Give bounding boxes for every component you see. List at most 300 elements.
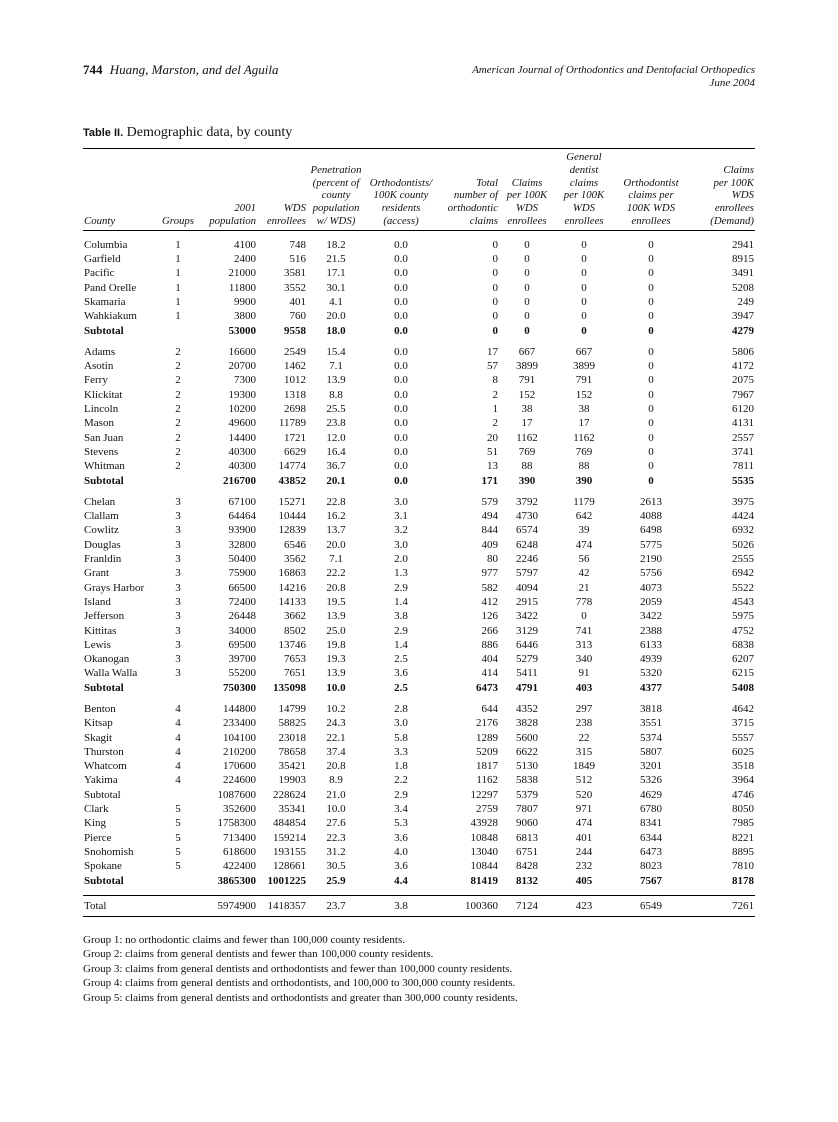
cell-group xyxy=(157,895,199,916)
column-header-line: General xyxy=(566,151,602,163)
cell-orthodontists-access: 3.1 xyxy=(394,510,408,523)
cell-penetration: 30.1 xyxy=(326,281,346,294)
cell-orthodontists-access: 1.8 xyxy=(394,760,408,773)
cell-orthodontists-access: 3.0 xyxy=(394,495,408,508)
cell-wds-enrollees: 1462 xyxy=(284,360,306,373)
cell-total-claims: 57 xyxy=(487,360,498,373)
cell-total-claims: 977 xyxy=(481,567,498,580)
cell-demand: 5557 xyxy=(732,731,754,744)
cell-demand: 4543 xyxy=(732,595,754,608)
cell-total-claims: 886 xyxy=(481,638,498,651)
cell-county: Douglas xyxy=(84,538,121,551)
cell-group: 3 xyxy=(175,581,181,594)
cell-demand: 6120 xyxy=(732,403,754,416)
cell-penetration: 24.3 xyxy=(326,717,346,730)
cell-population: 233400 xyxy=(223,717,256,730)
cell-total-claims: 10848 xyxy=(470,831,498,844)
cell-orthodontists-access: 3.2 xyxy=(394,524,408,537)
cell-orthodontists-access: 3.6 xyxy=(394,831,408,844)
cell-gd-claims-per-100k: 297 xyxy=(575,702,593,715)
cell-wds-enrollees: 484854 xyxy=(273,817,306,830)
cell-penetration: 19.8 xyxy=(326,638,346,651)
cell-claims-per-100k: 0 xyxy=(524,267,530,280)
cell-ortho-claims-per-100k: 3818 xyxy=(640,702,662,715)
cell-county: San Juan xyxy=(84,431,124,444)
cell-wds-enrollees: 43852 xyxy=(278,474,306,487)
table-row xyxy=(83,716,755,730)
cell-group: 2 xyxy=(175,460,181,473)
cell-ortho-claims-per-100k: 4629 xyxy=(640,788,662,801)
cell-claims-per-100k: 38 xyxy=(521,403,533,416)
cell-claims-per-100k: 3899 xyxy=(516,360,538,373)
cell-claims-per-100k: 0 xyxy=(524,253,530,266)
cell-claims-per-100k: 3828 xyxy=(516,717,538,730)
cell-penetration: 20.8 xyxy=(326,760,346,773)
cell-orthodontists-access: 0.0 xyxy=(394,474,408,487)
cell-penetration: 21.0 xyxy=(326,788,346,801)
cell-group: 2 xyxy=(175,403,181,416)
cell-ortho-claims-per-100k: 8023 xyxy=(640,860,662,873)
cell-orthodontists-access: 3.8 xyxy=(394,610,408,623)
cell-population: 713400 xyxy=(223,831,256,844)
cell-ortho-claims-per-100k: 8341 xyxy=(640,817,662,830)
cell-orthodontists-access: 0.0 xyxy=(394,345,408,358)
cell-claims-per-100k: 6574 xyxy=(516,524,538,537)
cell-wds-enrollees: 58825 xyxy=(278,717,306,730)
cell-total-claims: 13 xyxy=(487,460,498,473)
cell-penetration: 10.0 xyxy=(326,681,346,694)
cell-gd-claims-per-100k: 474 xyxy=(575,817,593,830)
cell-demand: 2557 xyxy=(732,431,754,444)
cell-total-claims: 51 xyxy=(487,445,498,458)
cell-total-claims: 171 xyxy=(481,474,498,487)
cell-ortho-claims-per-100k: 3551 xyxy=(640,717,662,730)
cell-wds-enrollees: 2698 xyxy=(284,403,306,416)
cell-gd-claims-per-100k: 38 xyxy=(578,403,590,416)
cell-demand: 5208 xyxy=(732,281,754,294)
cell-population: 50400 xyxy=(228,553,256,566)
cell-group: 3 xyxy=(175,538,181,551)
table-row xyxy=(83,538,755,552)
cell-ortho-claims-per-100k: 5320 xyxy=(640,667,662,680)
cell-total-claims: 0 xyxy=(492,295,498,308)
column-header-line: 2001 xyxy=(234,202,256,215)
cell-population: 1087600 xyxy=(217,788,256,801)
cell-gd-claims-per-100k: 91 xyxy=(578,667,590,680)
cell-claims-per-100k: 7807 xyxy=(516,803,538,816)
cell-group: 5 xyxy=(175,817,181,830)
cell-population: 19300 xyxy=(228,388,256,401)
cell-county: Subtotal xyxy=(84,788,121,801)
cell-population: 224600 xyxy=(223,774,256,787)
cell-total-claims: 582 xyxy=(481,581,498,594)
cell-ortho-claims-per-100k: 3422 xyxy=(640,610,662,623)
cell-ortho-claims-per-100k: 6549 xyxy=(613,895,689,916)
cell-demand: 6932 xyxy=(732,524,754,537)
cell-claims-per-100k: 5600 xyxy=(516,731,538,744)
cell-wds-enrollees: 760 xyxy=(289,310,306,323)
cell-demand: 3947 xyxy=(732,310,754,323)
cell-orthodontists-access: 0.0 xyxy=(394,295,408,308)
cell-gd-claims-per-100k: 313 xyxy=(575,638,593,651)
cell-demand: 2555 xyxy=(732,553,754,566)
column-header-line: Claims xyxy=(511,176,543,189)
cell-demand: 3975 xyxy=(732,495,754,508)
cell-wds-enrollees: 7653 xyxy=(284,653,306,666)
cell-demand: 8178 xyxy=(732,874,754,887)
cell-orthodontists-access: 0.0 xyxy=(394,324,408,337)
cell-county: Grant xyxy=(84,567,110,580)
column-header-line: per 100K xyxy=(506,189,548,202)
column-header-line: orthodontic xyxy=(447,202,498,215)
cell-wds-enrollees: 14799 xyxy=(278,702,306,715)
cell-claims-per-100k: 8132 xyxy=(516,874,538,887)
cell-group: 5 xyxy=(175,803,181,816)
cell-group: 5 xyxy=(175,860,181,873)
cell-total-claims: 20 xyxy=(487,431,498,444)
group-spacer xyxy=(83,695,755,702)
spacer-cell xyxy=(83,338,755,345)
table-row xyxy=(83,509,755,523)
column-header-orthodontists-access xyxy=(365,151,437,230)
cell-population: 9900 xyxy=(234,295,256,308)
group-spacer xyxy=(83,338,755,345)
cell-ortho-claims-per-100k: 0 xyxy=(648,360,654,373)
column-header-line: WDS xyxy=(572,202,596,215)
cell-gd-claims-per-100k: 17 xyxy=(578,417,590,430)
cell-group: 1 xyxy=(175,267,181,280)
table-row xyxy=(83,745,755,759)
cell-orthodontists-access: 0.0 xyxy=(394,281,408,294)
cell-ortho-claims-per-100k: 0 xyxy=(648,388,654,401)
cell-wds-enrollees: 35421 xyxy=(278,760,306,773)
cell-ortho-claims-per-100k: 0 xyxy=(648,445,654,458)
cell-ortho-claims-per-100k: 0 xyxy=(648,281,654,294)
cell-penetration: 22.1 xyxy=(326,731,346,744)
cell-claims-per-100k: 4791 xyxy=(516,681,538,694)
cell-wds-enrollees: 16863 xyxy=(278,567,306,580)
cell-gd-claims-per-100k: 0 xyxy=(581,610,587,623)
cell-claims-per-100k: 769 xyxy=(518,445,536,458)
cell-county: Subtotal xyxy=(84,324,124,337)
cell-ortho-claims-per-100k: 0 xyxy=(648,460,654,473)
cell-penetration: 23.7 xyxy=(307,895,365,916)
cell-total-claims: 644 xyxy=(481,702,498,715)
cell-county: Subtotal xyxy=(84,874,124,887)
cell-demand: 8895 xyxy=(732,845,754,858)
table-row xyxy=(83,552,755,566)
cell-penetration: 25.0 xyxy=(326,624,346,637)
table-row xyxy=(83,373,755,387)
page-number: 744 xyxy=(83,62,103,77)
cell-total-claims: 2176 xyxy=(476,717,498,730)
cell-wds-enrollees: 10444 xyxy=(278,510,306,523)
cell-demand: 6838 xyxy=(732,638,754,651)
cell-wds-enrollees: 135098 xyxy=(273,681,306,694)
table-row xyxy=(83,309,755,323)
subtotal-row xyxy=(83,681,755,695)
cell-total-claims: 17 xyxy=(487,345,498,358)
cell-orthodontists-access: 0.0 xyxy=(394,388,408,401)
column-header-gd-claims-per-100k xyxy=(555,151,613,230)
cell-ortho-claims-per-100k: 0 xyxy=(648,253,654,266)
cell-ortho-claims-per-100k: 5374 xyxy=(640,731,662,744)
cell-penetration: 19.5 xyxy=(326,595,346,608)
cell-demand: 3715 xyxy=(732,717,754,730)
cell-total-claims: 266 xyxy=(481,624,498,637)
cell-gd-claims-per-100k: 39 xyxy=(578,524,590,537)
cell-group: 2 xyxy=(175,431,181,444)
demographic-table xyxy=(83,151,755,917)
cell-group: 1 xyxy=(175,310,181,323)
cell-total-claims: 0 xyxy=(492,310,498,323)
cell-penetration: 20.0 xyxy=(326,310,346,323)
column-header-line: (access) xyxy=(383,214,419,227)
header-row xyxy=(83,151,755,230)
cell-gd-claims-per-100k: 0 xyxy=(581,310,587,323)
table-body xyxy=(83,230,755,916)
cell-group xyxy=(157,474,199,488)
cell-total-claims: 844 xyxy=(481,524,498,537)
cell-claims-per-100k: 8428 xyxy=(516,860,538,873)
cell-wds-enrollees: 11789 xyxy=(278,417,306,430)
cell-claims-per-100k: 4094 xyxy=(516,581,538,594)
cell-orthodontists-access: 1.4 xyxy=(394,638,408,651)
column-header-line: per 100K xyxy=(713,176,754,189)
cell-penetration: 10.2 xyxy=(326,702,346,715)
cell-county: Pacific xyxy=(84,267,115,280)
table-row xyxy=(83,281,755,295)
cell-county: Clallam xyxy=(84,510,119,523)
column-header-line: County xyxy=(84,214,116,227)
table-title: Demographic data, by county xyxy=(126,125,293,140)
column-header-penetration xyxy=(307,151,365,230)
cell-orthodontists-access: 5.8 xyxy=(394,731,408,744)
cell-group: 3 xyxy=(175,495,181,508)
cell-county: Pand Orelle xyxy=(84,281,137,294)
cell-ortho-claims-per-100k: 0 xyxy=(648,474,654,487)
group-spacer xyxy=(83,888,755,896)
cell-county: Ferry xyxy=(84,374,108,387)
cell-wds-enrollees: 516 xyxy=(289,253,306,266)
cell-demand: 4424 xyxy=(732,510,754,523)
column-header-line: population xyxy=(312,202,360,215)
cell-total-claims: 1817 xyxy=(476,760,498,773)
cell-population: 40300 xyxy=(228,460,256,473)
cell-ortho-claims-per-100k: 0 xyxy=(648,417,654,430)
cell-population: 26448 xyxy=(228,610,256,623)
cell-ortho-claims-per-100k: 6133 xyxy=(640,638,662,651)
cell-gd-claims-per-100k: 244 xyxy=(575,845,593,858)
cell-claims-per-100k: 5379 xyxy=(516,788,538,801)
cell-demand: 5535 xyxy=(732,474,754,487)
cell-population: 49600 xyxy=(228,417,256,430)
cell-demand: 7810 xyxy=(732,860,754,873)
cell-orthodontists-access: 0.0 xyxy=(394,460,408,473)
cell-population: 93900 xyxy=(228,524,256,537)
cell-population: 39700 xyxy=(228,653,256,666)
cell-claims-per-100k: 3792 xyxy=(516,495,538,508)
cell-total-claims: 2759 xyxy=(476,803,498,816)
cell-ortho-claims-per-100k: 7567 xyxy=(640,874,662,887)
cell-ortho-claims-per-100k: 6473 xyxy=(640,845,662,858)
column-header-claims-per-100k xyxy=(499,151,555,230)
cell-wds-enrollees: 14216 xyxy=(278,581,306,594)
cell-gd-claims-per-100k: 769 xyxy=(575,445,593,458)
column-header-line: enrollees xyxy=(507,214,547,227)
column-header-line: residents xyxy=(381,202,421,215)
cell-total-claims: 1162 xyxy=(476,774,498,787)
cell-claims-per-100k: 0 xyxy=(524,324,530,337)
cell-population: 64464 xyxy=(228,510,256,523)
cell-wds-enrollees: 6629 xyxy=(284,445,306,458)
cell-gd-claims-per-100k: 512 xyxy=(575,774,593,787)
cell-demand: 7967 xyxy=(732,388,754,401)
cell-group: 2 xyxy=(175,445,181,458)
cell-demand: 3491 xyxy=(732,267,754,280)
cell-claims-per-100k: 6248 xyxy=(516,538,538,551)
cell-wds-enrollees: 1012 xyxy=(284,374,306,387)
spacer-cell xyxy=(83,695,755,702)
cell-total-claims: 579 xyxy=(481,495,498,508)
column-header-line: WDS xyxy=(283,202,306,215)
column-header-line: Claims xyxy=(723,163,754,176)
cell-population: 10200 xyxy=(228,403,256,416)
cell-total-claims: 6473 xyxy=(476,681,498,694)
cell-penetration: 17.1 xyxy=(326,267,346,280)
cell-gd-claims-per-100k: 0 xyxy=(581,267,587,280)
cell-penetration: 20.1 xyxy=(326,474,346,487)
cell-population: 3865300 xyxy=(217,874,256,887)
cell-group: 4 xyxy=(175,731,181,744)
cell-gd-claims-per-100k: 340 xyxy=(575,653,593,666)
column-header-line: county xyxy=(321,189,351,202)
cell-ortho-claims-per-100k: 2059 xyxy=(640,595,662,608)
column-header-line: Total xyxy=(476,176,498,189)
cell-wds-enrollees: 401 xyxy=(289,295,306,308)
cell-population: 75900 xyxy=(228,567,256,580)
cell-orthodontists-access: 3.3 xyxy=(394,745,408,758)
cell-orthodontists-access: 0.0 xyxy=(394,360,408,373)
cell-population: 750300 xyxy=(223,681,256,694)
cell-orthodontists-access: 1.4 xyxy=(394,595,408,608)
cell-ortho-claims-per-100k: 2190 xyxy=(640,553,662,566)
cell-group: 2 xyxy=(175,345,181,358)
cell-wds-enrollees: 748 xyxy=(289,238,306,251)
cell-orthodontists-access: 3.4 xyxy=(394,803,408,816)
cell-wds-enrollees: 159214 xyxy=(273,831,306,844)
cell-group: 3 xyxy=(175,624,181,637)
cell-gd-claims-per-100k: 0 xyxy=(581,295,587,308)
cell-county: Spokane xyxy=(84,860,122,873)
footnote: Group 1: no orthodontic claims and fewer than 100,000 county residents. xyxy=(83,934,405,946)
cell-penetration: 13.9 xyxy=(326,374,346,387)
cell-claims-per-100k: 3129 xyxy=(516,624,538,637)
cell-county: Whitman xyxy=(84,460,125,473)
cell-demand: 8915 xyxy=(732,253,754,266)
cell-gd-claims-per-100k: 1162 xyxy=(573,431,595,444)
cell-county: Thurston xyxy=(84,745,124,758)
cell-penetration: 13.9 xyxy=(326,610,346,623)
cell-demand: 5026 xyxy=(732,538,754,551)
table-row xyxy=(83,431,755,445)
cell-claims-per-100k: 6751 xyxy=(516,845,538,858)
cell-county: Kittitas xyxy=(84,624,117,637)
cell-county: Yakima xyxy=(84,774,118,787)
cell-wds-enrollees: 1418357 xyxy=(257,895,307,916)
cell-orthodontists-access: 0.0 xyxy=(394,445,408,458)
cell-wds-enrollees: 3562 xyxy=(284,553,306,566)
cell-gd-claims-per-100k: 152 xyxy=(575,388,593,401)
cell-wds-enrollees: 78658 xyxy=(278,745,306,758)
column-header-population xyxy=(199,151,257,230)
cell-county: Benton xyxy=(84,702,116,715)
cell-demand: 7261 xyxy=(689,895,755,916)
cell-orthodontists-access: 0.0 xyxy=(394,253,408,266)
column-header-line: (Demand) xyxy=(710,214,754,227)
column-header-line: WDS xyxy=(515,202,539,215)
cell-demand: 4131 xyxy=(732,417,754,430)
cell-total-claims: 8 xyxy=(492,374,498,387)
column-header-line: Penetration xyxy=(310,163,362,176)
cell-population: 422400 xyxy=(223,860,256,873)
cell-claims-per-100k: 1162 xyxy=(516,431,538,444)
cell-gd-claims-per-100k: 88 xyxy=(578,460,590,473)
cell-group: 1 xyxy=(175,295,181,308)
table-row xyxy=(83,773,755,787)
cell-total-claims: 2 xyxy=(492,417,498,430)
subtotal-row xyxy=(83,474,755,488)
cell-orthodontists-access: 2.9 xyxy=(394,581,408,594)
cell-claims-per-100k: 5411 xyxy=(516,667,538,680)
cell-orthodontists-access: 0.0 xyxy=(394,238,408,251)
table-row xyxy=(83,759,755,773)
cell-ortho-claims-per-100k: 0 xyxy=(648,403,654,416)
cell-group: 1 xyxy=(175,238,181,251)
cell-orthodontists-access: 3.8 xyxy=(365,895,437,916)
cell-penetration: 22.8 xyxy=(326,495,346,508)
cell-ortho-claims-per-100k: 3201 xyxy=(640,760,662,773)
cell-penetration: 18.2 xyxy=(326,238,346,251)
cell-total-claims: 13040 xyxy=(470,845,498,858)
cell-gd-claims-per-100k: 0 xyxy=(581,253,587,266)
table-row xyxy=(83,581,755,595)
cell-claims-per-100k: 0 xyxy=(524,295,530,308)
table-header xyxy=(83,151,755,230)
column-header-line: Orthodontists/ xyxy=(369,176,433,189)
cell-orthodontists-access: 5.3 xyxy=(394,817,408,830)
cell-total-claims: 1289 xyxy=(476,731,498,744)
cell-gd-claims-per-100k: 22 xyxy=(578,731,590,744)
cell-population: 3800 xyxy=(234,310,256,323)
cell-gd-claims-per-100k: 315 xyxy=(575,745,593,758)
cell-population: 144800 xyxy=(223,702,256,715)
cell-group: 3 xyxy=(175,653,181,666)
cell-ortho-claims-per-100k: 6780 xyxy=(640,803,662,816)
cell-population: 69500 xyxy=(228,638,256,651)
cell-claims-per-100k: 5797 xyxy=(516,567,538,580)
cell-wds-enrollees: 1001225 xyxy=(267,874,306,887)
cell-population: 32800 xyxy=(228,538,256,551)
cell-total-claims: 43928 xyxy=(470,817,498,830)
cell-county: Subtotal xyxy=(84,474,124,487)
table-row xyxy=(83,238,755,252)
total-row xyxy=(83,895,755,916)
cell-total-claims: 80 xyxy=(487,553,498,566)
column-header-line: (percent of xyxy=(312,176,360,189)
cell-ortho-claims-per-100k: 5756 xyxy=(640,567,662,580)
cell-county: Walla Walla xyxy=(84,667,138,680)
